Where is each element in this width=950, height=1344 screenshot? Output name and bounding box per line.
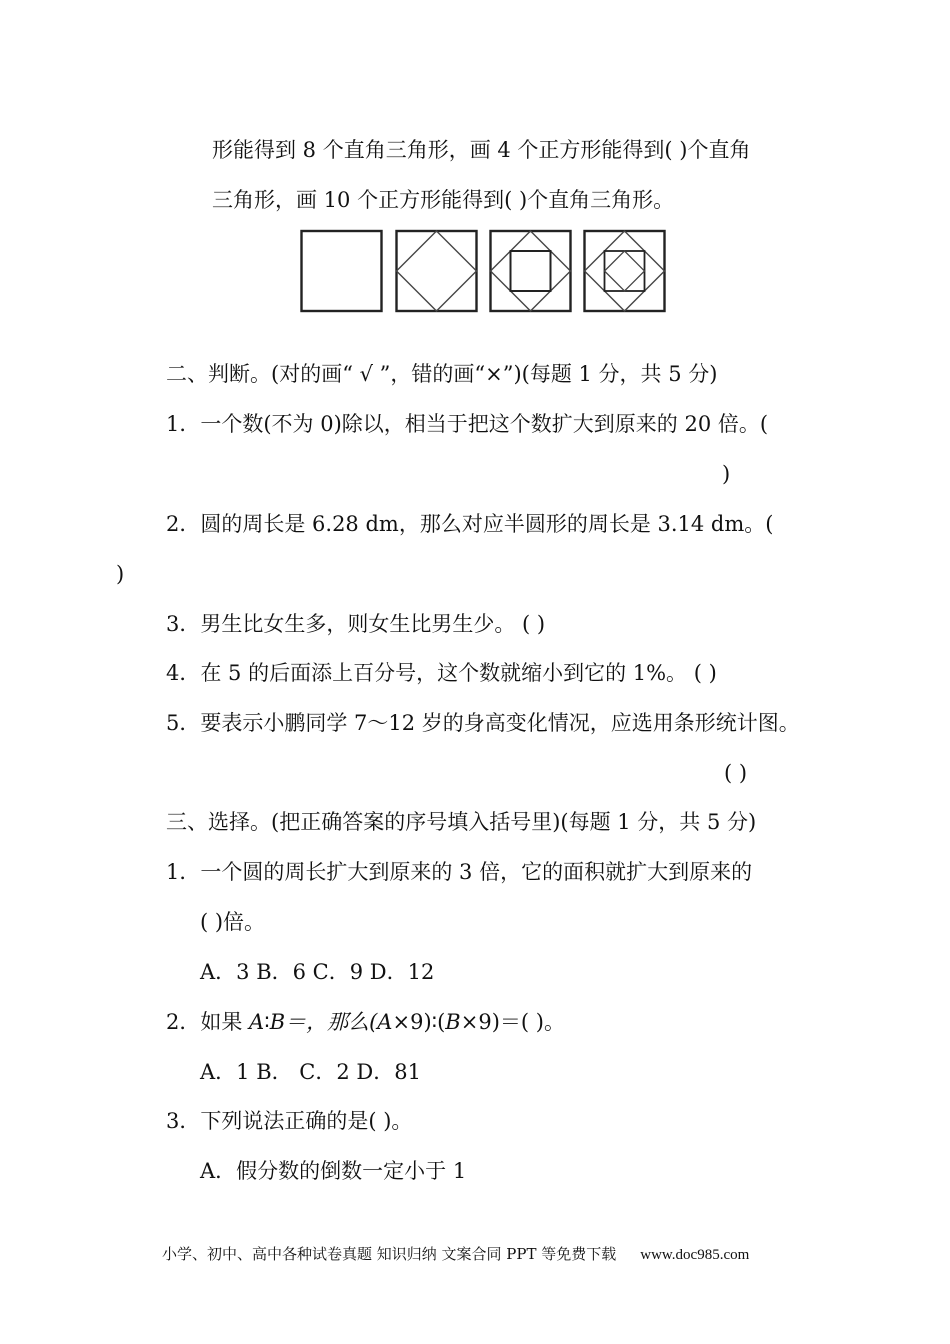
choice-question-2-var-b: B [445, 1010, 461, 1034]
judge-question-5-blank[interactable]: ( ) [724, 761, 748, 785]
choice-question-2-prefix: 2．如果 [166, 1010, 250, 1034]
judge-question-5: 5．要表示小鹏同学 7～12 岁的身高变化情况，应选用条形统计图。 [166, 711, 800, 735]
choice-question-2-colon: ∶ [264, 1010, 270, 1034]
choice-question-3-option-a: A．假分数的倒数一定小于 1 [200, 1159, 467, 1183]
intro-line-2: 三角形，画 10 个正方形能得到( )个直角三角形。 [212, 188, 675, 212]
choice-question-1: 1．一个圆的周长扩大到原来的 3 倍，它的面积就扩大到原来的 [166, 860, 753, 884]
choice-question-3: 3．下列说法正确的是( )。 [166, 1109, 413, 1133]
judge-question-4: 4．在 5 的后面添上百分号，这个数就缩小到它的 1%。 ( ) [166, 661, 717, 685]
section-3-title: 三、选择。(把正确答案的序号填入括号里)(每题 1 分，共 5 分) [166, 810, 757, 834]
section-2-title: 二、判断。(对的画“ √ ”，错的画“×”)(每题 1 分，共 5 分) [166, 362, 718, 386]
choice-question-2-options: A．1 B． C．2 D．81 [200, 1060, 421, 1084]
choice-question-1-options: A．3 B．6 C．9 D．12 [200, 960, 435, 984]
judge-question-1-blank[interactable]: ) [722, 462, 731, 486]
judge-question-1: 1．一个数(不为 0)除以，相当于把这个数扩大到原来的 20 倍。( [166, 412, 769, 436]
figure-three-squares [489, 229, 573, 315]
judge-question-3: 3．男生比女生多，则女生比男生少。 ( ) [166, 612, 546, 636]
choice-question-2-rest-2: ×9)＝( )。 [460, 1010, 565, 1034]
figure-one-square [300, 229, 384, 315]
choice-question-1-blank[interactable]: ( )倍。 [200, 910, 266, 934]
judge-question-2-blank[interactable]: ) [116, 562, 125, 586]
page-footer [162, 1244, 749, 1265]
figure-four-squares [583, 229, 667, 315]
footer-text: 小学、初中、高中各种试卷真题 知识归纳 文案合同 PPT 等免费下载 [162, 1245, 617, 1263]
intro-line-1: 形能得到 8 个直角三角形，画 4 个正方形能得到( )个直角 [212, 138, 751, 162]
choice-question-2-var-a: A [249, 1010, 265, 1034]
choice-question-2-rest-1: ×9)∶( [392, 1010, 446, 1034]
footer-site-link[interactable]: www.doc985.com [640, 1247, 750, 1263]
judge-question-2: 2．圆的周长是 6.28 dm，那么对应半圆形的周长是 3.14 dm。( [166, 512, 774, 536]
figure-two-squares [395, 229, 479, 315]
choice-question-2 [166, 1008, 565, 1036]
choice-question-2-middle: B＝，那么(A [269, 1010, 393, 1034]
nested-squares-figures [300, 229, 670, 317]
